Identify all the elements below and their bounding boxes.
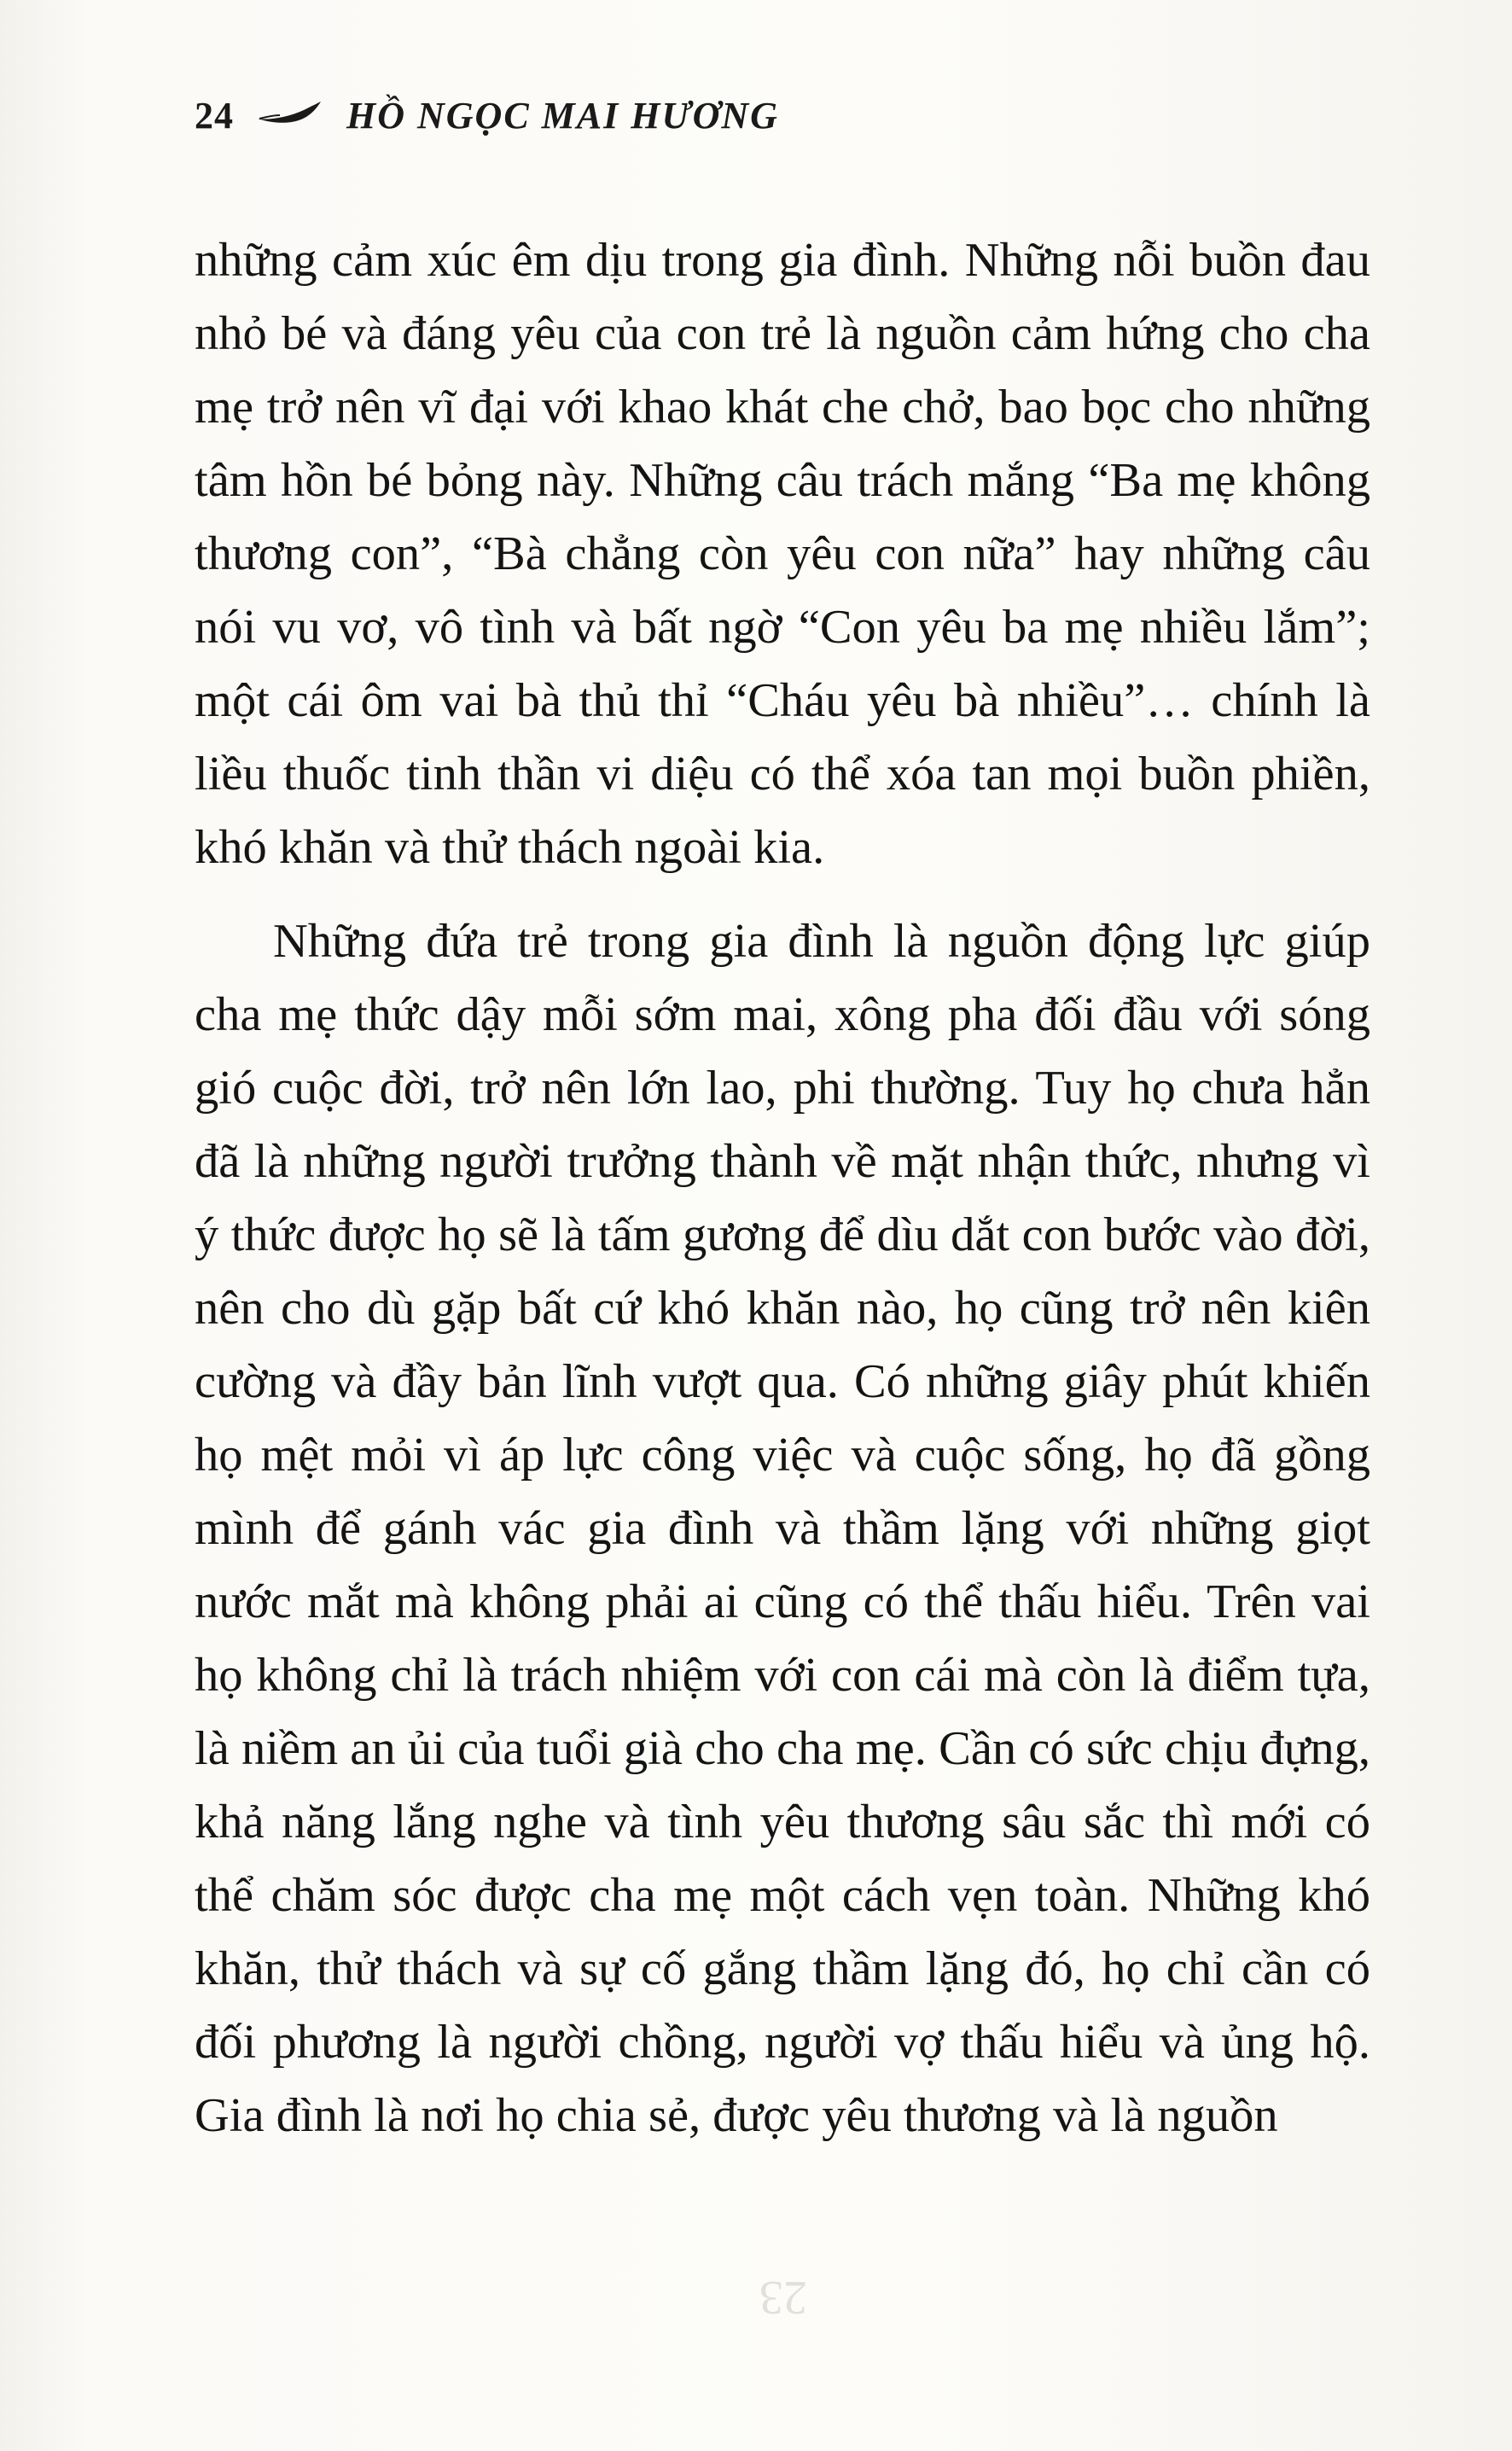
paragraph: Những đứa trẻ trong gia đình là nguồn động lực giúp cha mẹ thức dậy mỗi sớm mai, xông pha đối đầu với sóng gió cuộc đời, trở nên lớn lao, phi thường. Tuy họ chưa hẳn đã là những người trưởng thành về mặt nhận thức, nhưng vì ý thức được họ sẽ là tấm gương để dìu dắt con bước vào đời, nên cho dù gặp bất cứ khó khăn nào, họ cũng trở nên kiên cường và đầy bản lĩnh vượt qua. Có những giây phút khiến họ mệt mỏi vì áp lực công việc và cuộc sống, họ đã gồng mình để gánh vác gia đình và thầm lặng với những giọt nước mắt mà không phải ai cũng có thể thấu hiểu. Trên vai họ không chỉ là trách nhiệm với con cái mà còn là điểm tựa, là niềm an ủi của tuổi già cho cha mẹ. Cần có sức chịu đựng, khả năng lắng nghe và tình yêu thương sâu sắc thì mới có thể chăm sóc được cha mẹ một cách vẹn toàn. Những khó khăn, thử thách và sự cố gắng thầm lặng đó, họ chỉ cần có đối phương là người chồng, người vợ thấu hiểu và ủng hộ. Gia đình là nơi họ chia sẻ, được yêu thương và là nguồn [195, 915, 1370, 2142]
paragraph-continued: những cảm xúc êm dịu trong gia đình. Những nỗi buồn đau nhỏ bé và đáng yêu của con trẻ là nguồn cảm hứng cho cha mẹ trở nên vĩ đại với khao khát che chở, bao bọc cho những tâm hồn bé bỏng này. Những câu trách mắng “Ba mẹ không thương con”, “Bà chẳng còn yêu con nữa” hay những câu nói vu vơ, vô tình và bất ngờ “Con yêu ba mẹ nhiều lắm”; một cái ôm vai bà thủ thỉ “Cháu yêu bà nhiều”… chính là liều thuốc tinh thần vi diệu có thể xóa tan mọi buồn phiền, khó khăn và thử thách ngoài kia. [195, 234, 1370, 874]
leaf-ornament-icon [254, 98, 323, 132]
author-name: HỒ NGỌC MAI HƯƠNG [346, 94, 779, 137]
page-number: 24 [195, 94, 234, 137]
bleed-through-page-number: 23 [759, 2271, 807, 2324]
running-head [195, 85, 779, 145]
body-text [195, 224, 1370, 2152]
